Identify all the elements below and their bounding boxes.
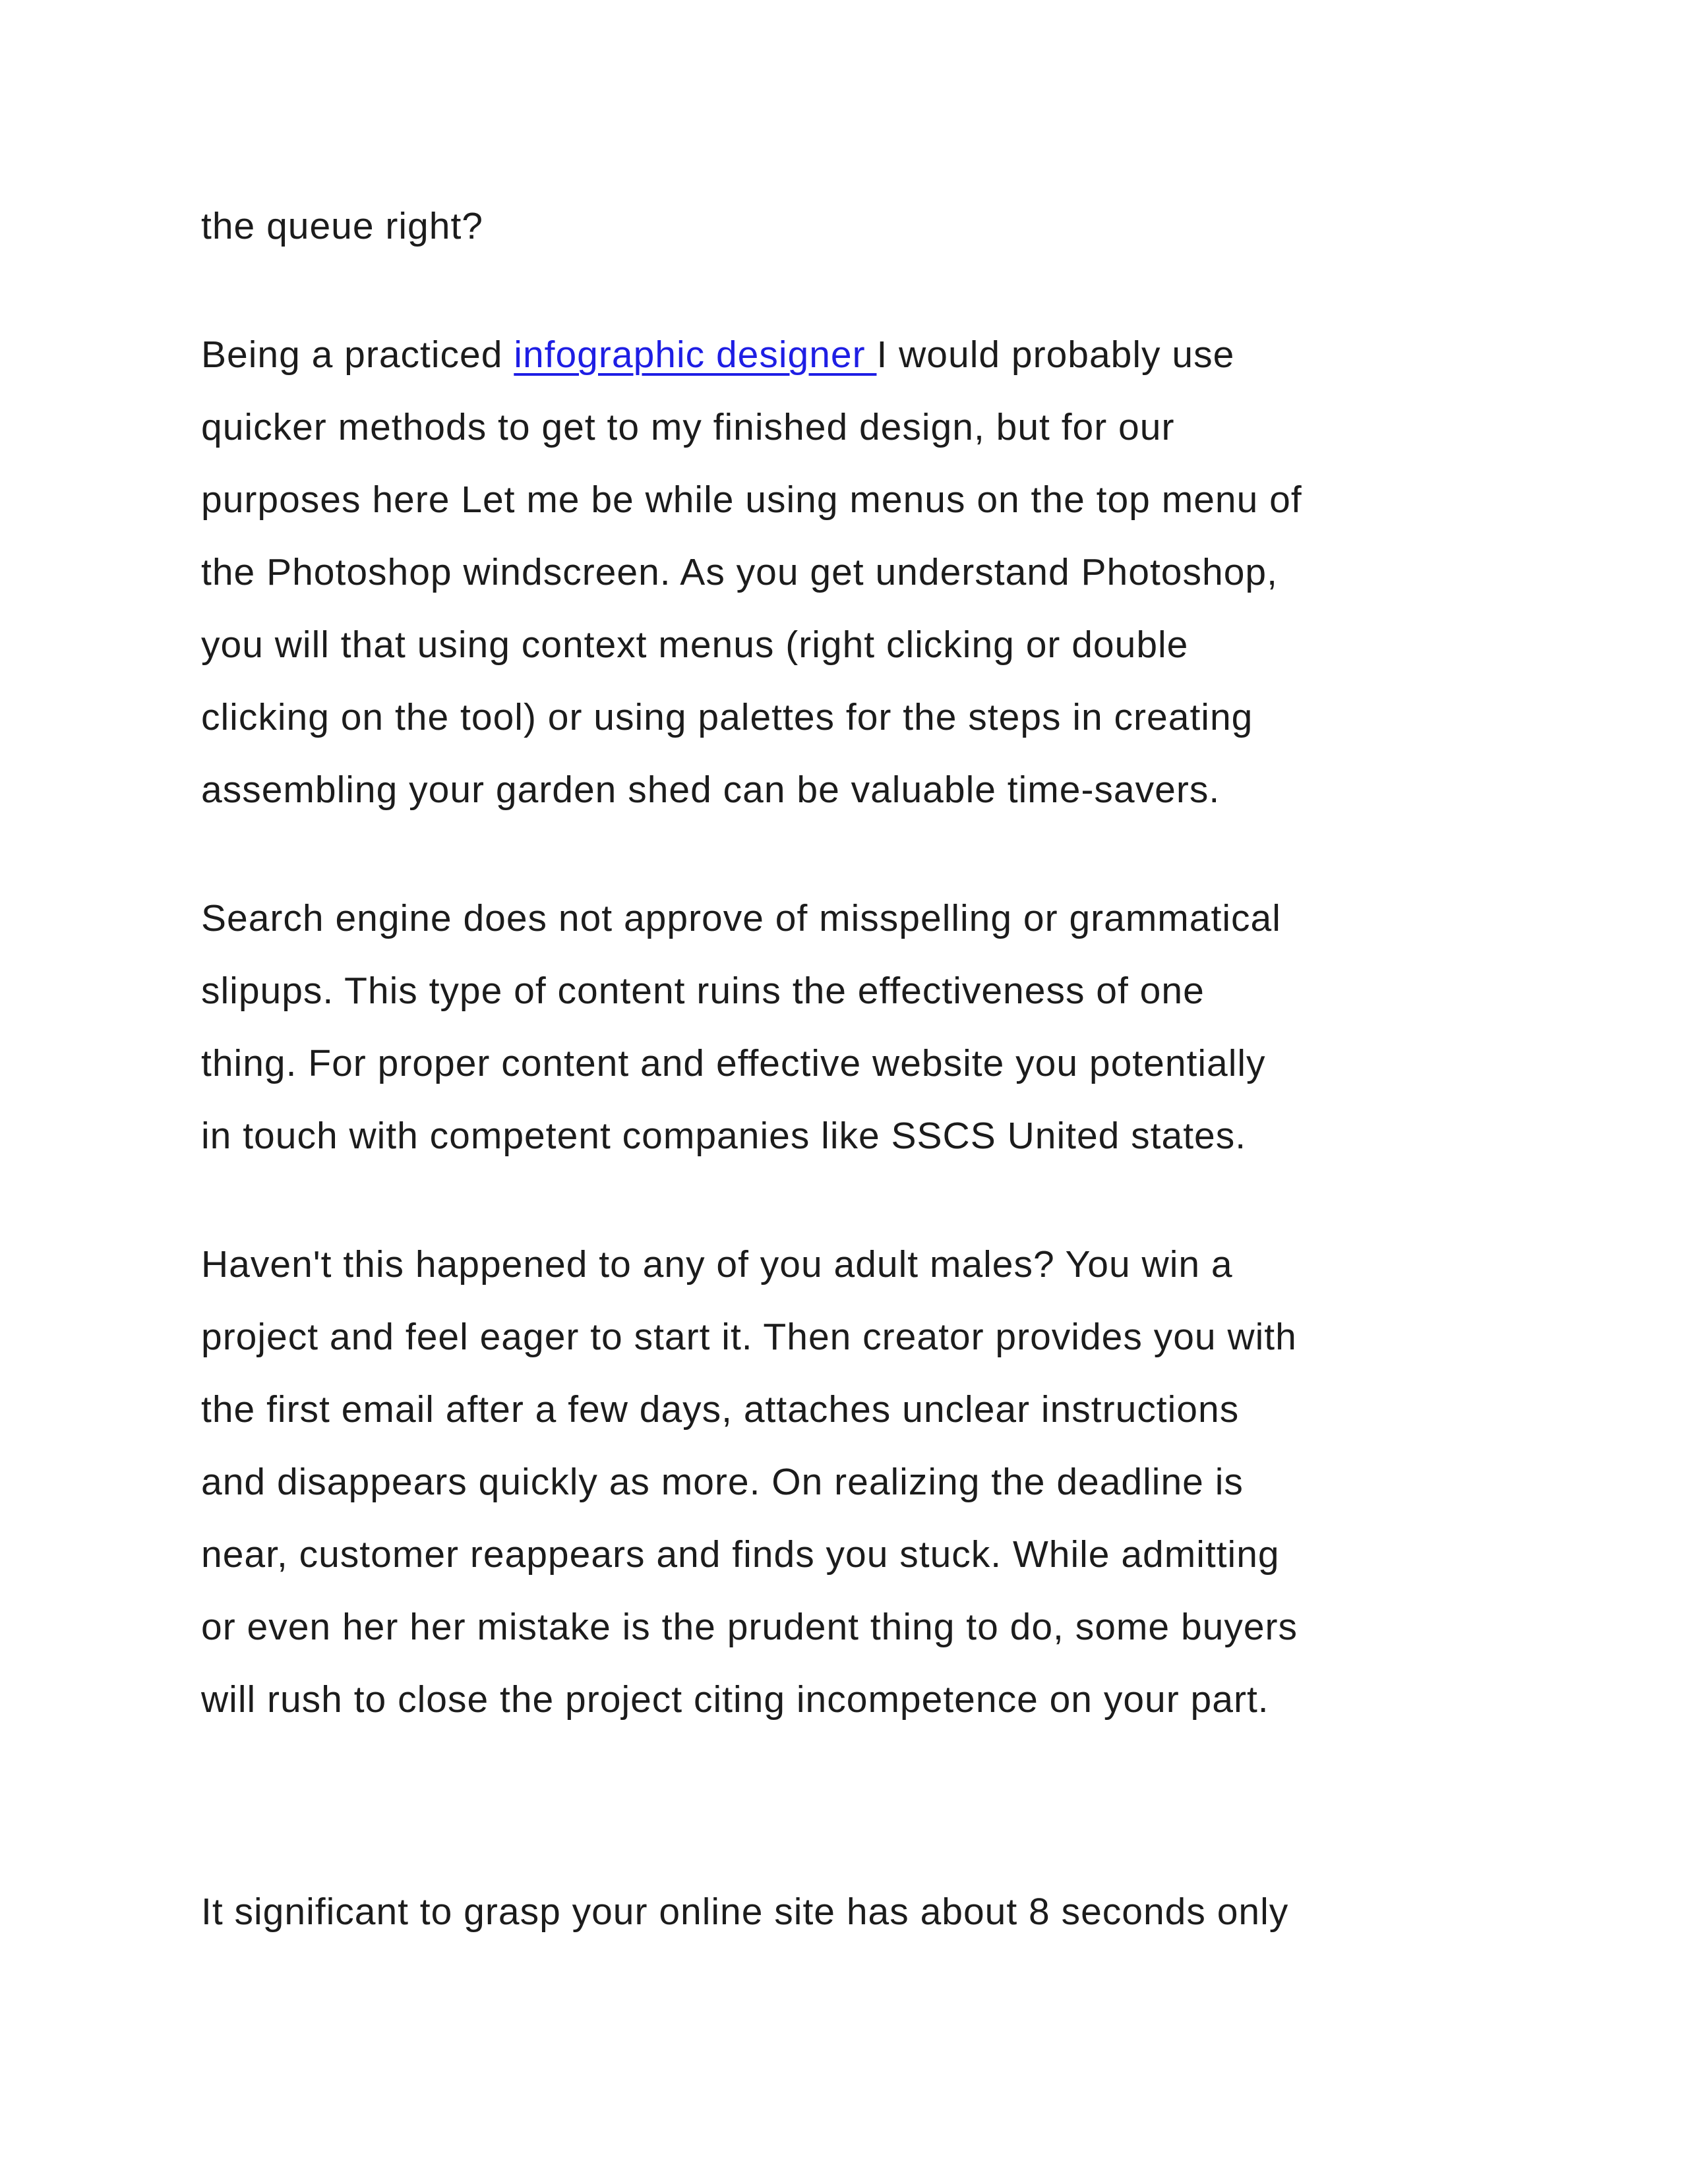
text-run: or even her her mistake is the prudent thing to do, some buyers <box>201 1606 1298 1648</box>
text-line <box>201 1446 1526 1518</box>
text-line <box>201 1301 1526 1373</box>
text-run: near, customer reappears and finds you stuck. While admitting <box>201 1533 1280 1576</box>
text-run: you will that using context menus (right clicking or double <box>201 624 1189 666</box>
text-run: Being a practiced <box>201 334 514 376</box>
text-run: quicker methods to get to my finished design, but for our <box>201 406 1175 448</box>
text-run: the queue right? <box>201 205 483 247</box>
text-line <box>201 318 1526 391</box>
text-run: I would probably use <box>876 334 1235 376</box>
text-line <box>201 1228 1526 1301</box>
text-run: the first email after a few days, attaches unclear instructions <box>201 1388 1240 1431</box>
text-run: purposes here Let me be while using menus on the top menu of <box>201 479 1302 521</box>
text-run: slipups. This type of content ruins the effectiveness of one <box>201 970 1205 1012</box>
text-line <box>201 190 1526 262</box>
text-line <box>201 1591 1526 1663</box>
infographic-designer-link[interactable]: infographic designer <box>514 334 877 376</box>
paragraph-8-seconds <box>201 1875 1526 1948</box>
paragraph-client-story <box>201 1228 1526 1736</box>
text-line <box>201 1027 1526 1100</box>
text-run: thing. For proper content and effective website you potentially <box>201 1042 1266 1084</box>
text-run: clicking on the tool) or using palettes for the steps in creating <box>201 696 1253 738</box>
text-line <box>201 753 1526 826</box>
paragraph-search-engine <box>201 882 1526 1172</box>
text-line <box>201 955 1526 1027</box>
text-line <box>201 536 1526 608</box>
paragraph-queue <box>201 190 1526 262</box>
text-run: assembling your garden shed can be valuable time-savers. <box>201 769 1221 811</box>
text-line <box>201 681 1526 753</box>
text-run: and disappears quickly as more. On realizing the deadline is <box>201 1461 1244 1503</box>
text-run: Haven't this happened to any of you adult males? You win a <box>201 1243 1233 1285</box>
text-line <box>201 1373 1526 1446</box>
text-line <box>201 882 1526 955</box>
text-run: will rush to close the project citing incompetence on your part. <box>201 1678 1269 1721</box>
text-run: Search engine does not approve of misspelling or grammatical <box>201 897 1281 939</box>
text-line <box>201 1663 1526 1736</box>
text-line <box>201 1100 1526 1172</box>
text-line <box>201 1518 1526 1591</box>
text-line <box>201 608 1526 681</box>
text-line <box>201 1875 1526 1948</box>
text-run: It significant to grasp your online site has about 8 seconds only <box>201 1891 1289 1933</box>
text-run: the Photoshop windscreen. As you get understand Photoshop, <box>201 551 1278 593</box>
text-line <box>201 391 1526 463</box>
text-run: project and feel eager to start it. Then creator provides you with <box>201 1316 1297 1358</box>
paragraph-photoshop <box>201 318 1526 826</box>
text-run: in touch with competent companies like SSCS United states. <box>201 1115 1247 1157</box>
document-body <box>201 190 1526 2004</box>
text-line <box>201 463 1526 536</box>
